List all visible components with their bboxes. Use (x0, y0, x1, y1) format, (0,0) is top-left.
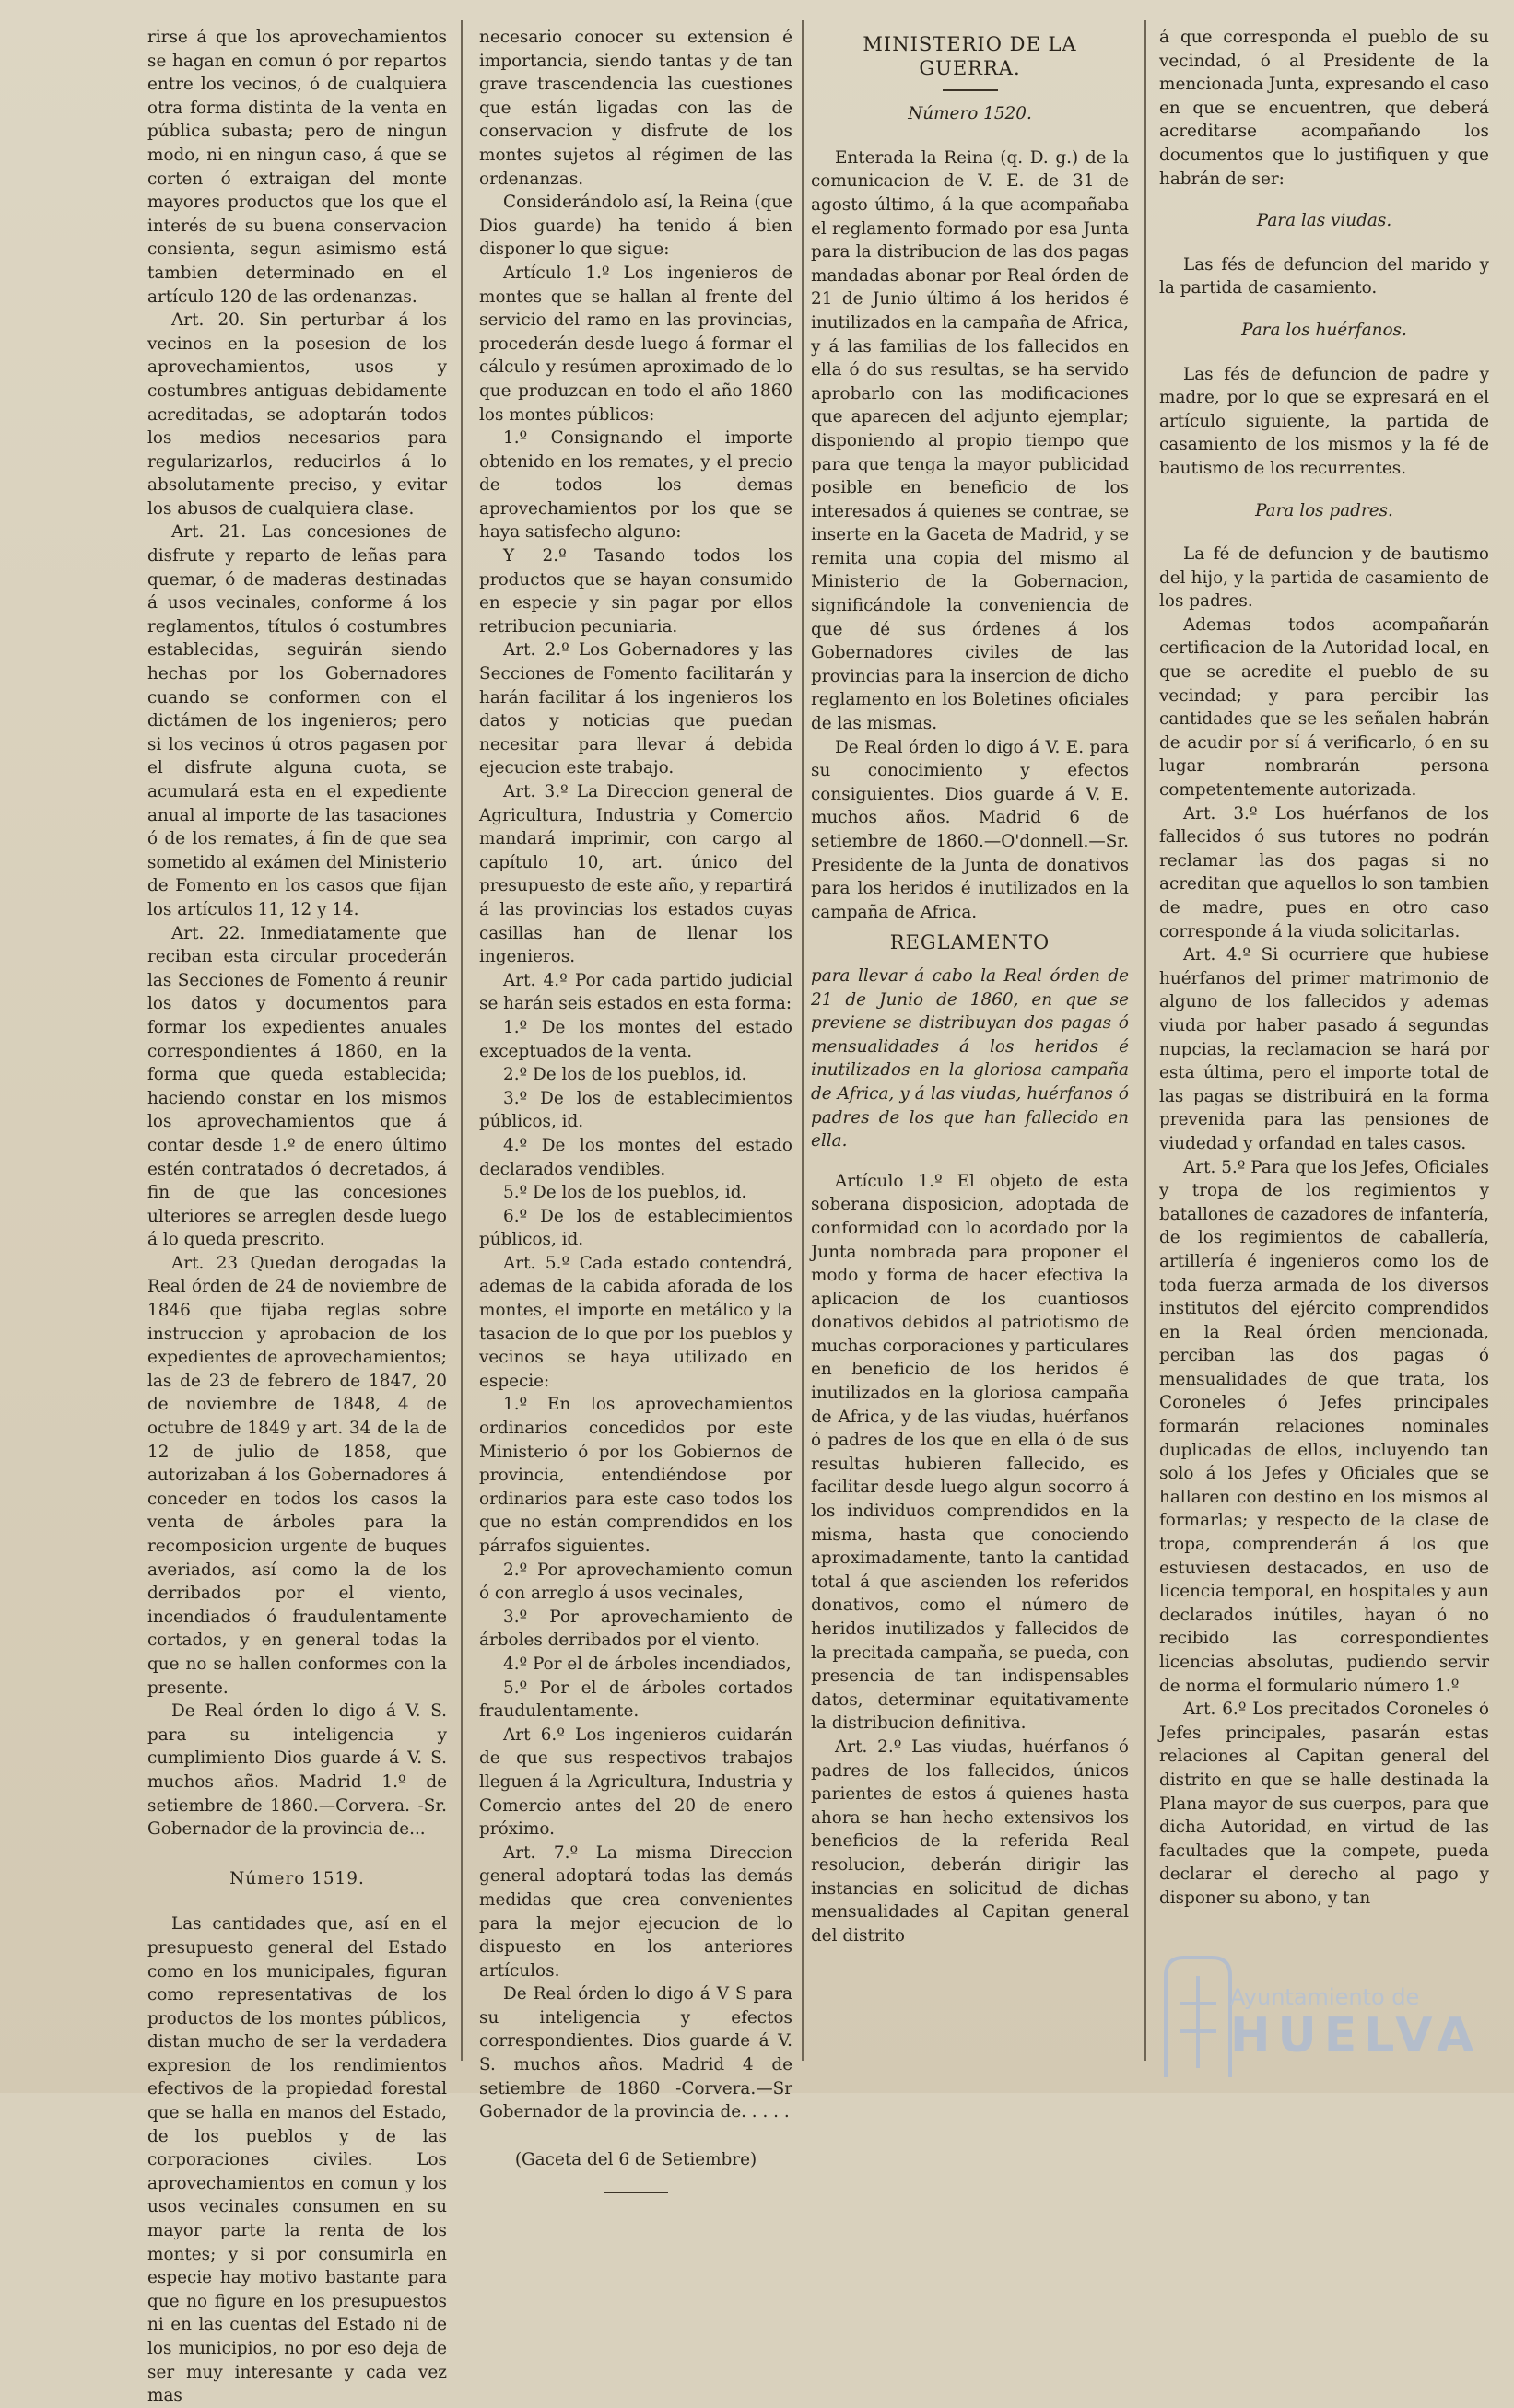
number-heading: Número 1519. (229, 1868, 365, 1888)
paragraph: Art. 4.º Si ocurriere que hubiese huérfanos del primer matrimonio de alguno de los fallecidos y ademas viuda por haber pasado á segundas nupcias, la reclamacion se hará por esta última, pero el importe total de las pagas se distribuirá en la forma prevenida para las pensiones de viudedad y orfandad en tales casos. (1159, 945, 1489, 1153)
paragraph: Considerándolo así, la Reina (que Dios guarde) ha tenido á bien disponer lo que sigue: (479, 193, 792, 260)
paragraph: Art. 5.º Cada estado contendrá, ademas de la cabida aforada de los montes, el importe en metálico y la tasacion de lo que por los pueblos y vecinos se haya utilizado en especie: (479, 1253, 792, 1391)
column-rule (802, 20, 804, 2061)
paragraph: Las fés de defuncion de padre y madre, por lo que se expresará en el artículo siguiente, la partida de casamiento de los mismos y la fé de bautismo de los recurrentes. (1159, 364, 1489, 478)
paragraph: Art. 23 Quedan derogadas la Real órden de 24 de noviembre de 1846 que fijaba reglas sobre instruccion y aprobacion de los expedientes de aprovechamientos; las de 23 de febrero de 1847, 20 de noviembre de 1848, 4 de octubre de 1849 y art. 34 de la de 12 de julio de 1858, que autorizaban á los Gobernadores á conceder en todos los casos la venta de árboles para la recomposicion urgente de buques averiados, así como la de los derribados por el viento, incendiados ó fraudulentamente cortados, y en general todas la que no se hallen conformes con la presente. (147, 1253, 447, 1698)
list-item: 1.º En los aprovechamientos ordinarios concedidos por este Ministerio ó por los Gobiernos de provincia, entendiéndose por ordinarios para este caso todos los que no están comprendidos en los párrafos siguientes. (479, 1395, 792, 1556)
paragraph: Las cantidades que, así en el presupuesto general del Estado como en los municipales, figuran como representativas de los productos de los montes públicos, distan mucho de ser la verdadera expresion de los rendimientos efectivos de la propiedad forestal que se halla en manos del Estado, de los pueblos y de las corporaciones civiles. Los aprovechamientos en comun y los usos vecinales consumen en su mayor parte la renta de los montes; y si por consumirla en especie hay motivo bastante para que no figure en los presupuestos ni en las cuentas del Estado ni de los municipios, no por eso deja de ser muy interesante y cada vez mas (147, 1914, 447, 2406)
list-item: 3.º De los de establecimientos públicos, id. (479, 1088, 792, 1132)
reglamento-heading: REGLAMENTO (889, 931, 1050, 954)
list-item: 5.º Por el de árboles cortados fraudulentamente. (479, 1677, 792, 1722)
section-subheading: Para las viudas. (1256, 211, 1392, 231)
paragraph: Art. 4.º Por cada partido judicial se harán seis estados en esta forma: (479, 970, 792, 1014)
paragraph: Artículo 1.º Los ingenieros de montes que se hallan al frente del servicio del ramo en las provincias, procederán desde luego á formar el cálculo y resúmen aproximado de lo que produzcan en todo el año 1860 los montes públicos: (479, 263, 792, 425)
ministry-heading: MINISTERIO DE LA GUERRA. (863, 33, 1077, 79)
list-item: 4.º Por el de árboles incendiados, (503, 1654, 792, 1674)
paragraph: Art. 6.º Los precitados Coroneles ó Jefes principales, pasarán estas relaciones al Capitan general del distrito en que se halle destinada la Plana mayor de sus cuerpos, para que dicha Autoridad, en virtud de las facultades que la compete, pueda declarar el derecho al pago y disponer su abono, y tan (1159, 1700, 1489, 1908)
section-subheading: Para los padres. (1255, 500, 1393, 520)
paragraph: Ademas todos acompañarán certificacion de la Autoridad local, en que se acredite el pueblo de su vecindad; y para percibir las cantidades que se les señalen habrán de acudir por sí á verificarlo, ó en su lugar nombrarán persona competentemente autorizada. (1159, 614, 1489, 801)
list-item: 2.º Por aprovechamiento comun ó con arreglo á usos vecinales, (479, 1560, 792, 1604)
paragraph: Art. 2.º Las viudas, huérfanos ó padres de los fallecidos, únicos parientes de estos á quienes hasta ahora se han hecho extensivos los beneficios de la referida Real resolucion, deberán dirigir las instancias en solicitud de dichas mensualidades al Capitan general del distrito (811, 1736, 1129, 1946)
paragraph: Las fés de defuncion del marido y la partida de casamiento. (1159, 254, 1489, 298)
paragraph: De Real órden lo digo á V. E. para su conocimiento y efectos consiguientes. Dios guarde á V. E. muchos años. Madrid 6 de setiembre de 1860.—O'donnell.—Sr. Presidente de la Junta de donativos para los heridos é inutilizados en la campaña de Africa. (811, 737, 1129, 922)
paragraph: Art 6.º Los ingenieros cuidarán de que sus respectivos trabajos lleguen á la Agricultura, Industria y Comercio antes del 20 de enero próximo. (479, 1724, 792, 1840)
column-4 (1159, 26, 1489, 2062)
reglamento-subtitle: para llevar á cabo la Real órden de 21 de Junio de 1860, en que se previene se distribuyan dos pagas ó mensualidades á los heridos é inutilizados en la gloriosa campaña de Africa, y á las viudas, huérfanos ó padres de los que han fallecido en ella. (811, 965, 1129, 1151)
paragraph: La fé de defuncion y de bautismo del hijo, y la partida de casamiento de los padres. (1159, 544, 1489, 612)
column-rule (461, 20, 463, 2061)
paragraph: Enterada la Reina (q. D. g.) de la comunicacion de V. E. de 31 de agosto último, á la que acompañaba el reglamento formado por esa Junta para la distribucion de las dos pagas mandadas abonar por Real órden de 21 de Junio último á los heridos é inutilizados en la campaña de Africa, y á las familias de los fallecidos en ella ó do sus resultas, se ha servido aprobarlo con las modificaciones que aparecen del adjunto ejemplar; disponiendo al propio tiempo que para que tenga la mayor publicidad posible en beneficio de los interesados á quienes se contrae, se inserte en la Gaceta de Madrid, y se remita una copia del mismo al Ministerio de la Gobernacion, significándole la conveniencia de que dé sus órdenes á los Gobernadores civiles de las provincias para la insercion de dicho reglamento en los Boletines oficiales de las mismas. (811, 147, 1129, 734)
paragraph: Art. 3.º La Direccion general de Agricultura, Industria y Comercio mandará imprimir, con cargo al capítulo 10, art. único del presupuesto de este año, y repartirá á las provincias los estados cuyas casillas han de llenar los ingenieros. (479, 782, 792, 967)
section-subheading: Para los huérfanos. (1241, 320, 1407, 340)
list-item: 6.º De los de establecimientos públicos, id. (479, 1206, 792, 1250)
paragraph: necesario conocer su extension é importancia, siendo tantas y de tan grave trascendencia las cuestiones que están ligadas con las de conservacion y disfrute de los montes sujetos al régimen de las ordenanzas. (479, 28, 792, 189)
paragraph: á que corresponda el pueblo de su vecindad, ó al Presidente de la mencionada Junta, expresando el caso en que se encuentren, que deberá acreditarse acompañando los documentos que lo justifiquen y que habrán de ser: (1159, 28, 1489, 189)
source-note: (Gaceta del 6 de Setiembre) (514, 2149, 757, 2169)
column-2 (479, 26, 792, 2169)
column-1 (147, 26, 447, 2406)
paragraph: Art. 7.º La misma Direccion general adoptará todas las demás medidas que crea convenientes para la mejor ejecucion de lo dispuesto en los anteriores artículos. (479, 1842, 792, 1981)
paragraph: Art. 2.º Los Gobernadores y las Secciones de Fomento facilitarán y harán facilitar á los ingenieros los datos y noticias que puedan necesitar para llevar á debida ejecucion este trabajo. (479, 640, 792, 778)
paragraph: Art. 20. Sin perturbar á los vecinos en la posesion de los aprovechamientos, usos y costumbres antiguas debidamente acreditadas, se adoptarán todos los medios necesarios para regularizarlos, reducirlos á lo absolutamente preciso, y evitar los abusos de cualquiera clase. (147, 310, 447, 519)
heading-rule (943, 89, 998, 91)
paragraph: rirse á que los aprovechamientos se hagan en comun ó por repartos entre los vecinos, ó de cualquiera otra forma distinta de la venta en pública subasta; pero de ningun modo, ni en ningun caso, á que se corten ó extraigan del monte mayores productos que los que el interés de su buena conservacion consienta, segun asimismo está tambien determinado en el artículo 120 de las ordenanzas. (147, 28, 447, 307)
list-item: 3.º Por aprovechamiento de árboles derribados por el viento. (479, 1607, 792, 1651)
column-rule (1144, 20, 1146, 2061)
seal-subtitle: Ayuntamiento de (1230, 1984, 1420, 2010)
column-3 (811, 26, 1129, 2062)
seal-title: HUELVA (1230, 2008, 1482, 2063)
paragraph: De Real órden lo digo á V S para su inteligencia y efectos correspondientes. Dios guarde á V. S. muchos años. Madrid 4 de setiembre de 1860 -Corvera.—Sr Gobernador de la provincia de. . . . . (479, 1984, 792, 2122)
list-item: 4.º De los montes del estado declarados vendibles. (479, 1135, 792, 1179)
paragraph: Artículo 1.º El objeto de esta soberana disposicion, adoptada de conformidad con lo acordado por la Junta nombrada para proponer el modo y forma de hacer efectiva la aplicacion de los cuantiosos donativos debidos al patriotismo de muchas corporaciones y particulares en beneficio de los heridos é inutilizados en la gloriosa campaña de Africa, y de las viudas, huérfanos ó padres de los que en ella ó de sus resultas hubieren fallecido, es facilitar desde luego algun socorro á los individuos comprendidos en la misma, hasta que conociendo aproximadamente, tanto la cantidad total á que ascienden los referidos donativos, como el número de heridos inutilizados y fallecidos de la precitada campaña, se pueda, con presencia de tan indispensables datos, determinar equitativamente la distribucion definitiva. (811, 1171, 1129, 1734)
list-item: 1.º De los montes del estado exceptuados de la venta. (479, 1017, 792, 1061)
paragraph: Y 2.º Tasando todos los productos que se hayan consumido en especie y sin pagar por ellos retribucion pecuniaria. (479, 546, 792, 637)
paragraph: Art. 21. Las concesiones de disfrute y reparto de leñas para quemar, ó de maderas destinadas á usos vecinales, conforme á los reglamentos, títulos ó costumbres establecidas, seguirán siendo hechas por los Gobernadores cuando se conformen con el dictámen de los ingenieros; pero si los vecinos ú otros pagasen por el disfrute alguna cuota, se acumulará esta en el expediente anual al importe de las tasaciones ó de los remates, á fin de que sea sometido al exámen del Ministerio de Fomento en los casos que fijan los artículos 11, 12 y 14. (147, 522, 447, 919)
paragraph: 1.º Consignando el importe obtenido en los remates, y el precio de todos los demas aprovechamientos por los que se haya satisfecho alguno: (479, 428, 792, 543)
end-rule (604, 2192, 668, 2193)
paragraph: Art. 22. Inmediatamente que reciban esta circular procederán las Secciones de Fomento á reunir los datos y documentos para formar los expedientes anuales correspondientes á 1860, en la forma que queda establecida; haciendo constar en los mismos los aprovechamientos que á contar desde 1.º de enero último estén contratados ó decretados, á fin de que las concesiones ulteriores se arreglen desde luego á lo queda prescrito. (147, 923, 447, 1250)
paragraph: Art. 5.º Para que los Jefes, Oficiales y tropa de los regimientos y batallones de cazadores de infantería, de los regimientos de caballería, artillería é ingenieros como los de toda fuerza armada de los diversos institutos del ejército comprendidos en la Real órden mencionada, perciban las dos pagas ó mensualidades de que trata, los Coroneles ó Jefes principales formarán relaciones nominales duplicadas de ellos, incluyendo tan solo á los Jefes y Oficiales que se hallaren con destino en los mismos al formarlas; y respecto de la clase de tropa, comprenderán á los que estuviesen destacados, en uso de licencia temporal, en hospitales y aun declarados inútiles, hayan ó no recibido las correspondientes licencias absolutas, pudiendo servir de norma el formulario número 1.º (1159, 1157, 1489, 1696)
list-item: 2.º De los de los pueblos, id. (503, 1065, 747, 1085)
paragraph: Art. 3.º Los huérfanos de los fallecidos ó sus tutores no podrán reclamar las dos pagas si no acreditan que aquellos lo son tambien de madre, pues en otro caso corresponde á la viuda solicitarlas. (1159, 803, 1489, 941)
number-heading: Número 1520. (908, 104, 1032, 124)
list-item: 5.º De los de los pueblos, id. (503, 1183, 747, 1203)
paragraph: De Real órden lo digo á V. S. para su inteligencia y cumplimiento Dios guarde á V. S. muchos años. Madrid 1.º de setiembre de 1860.—Corvera. -Sr. Gobernador de la provincia de... (147, 1701, 447, 1840)
